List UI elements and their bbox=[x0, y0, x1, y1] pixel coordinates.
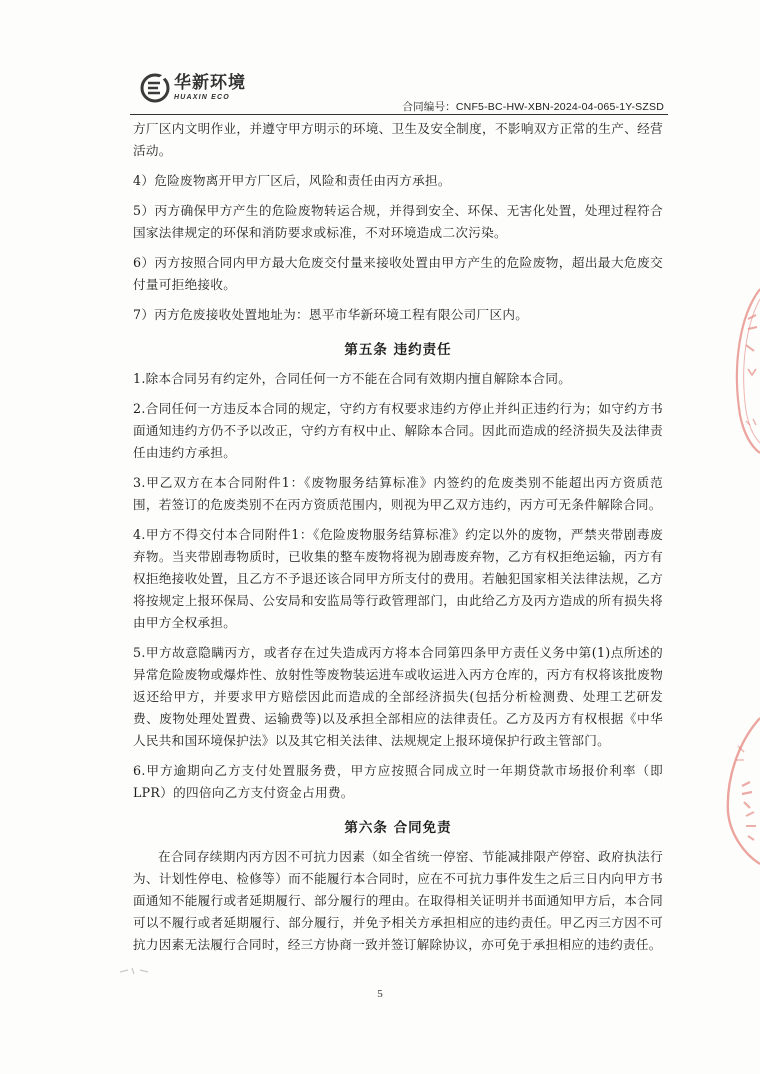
page-number: 5 bbox=[377, 988, 383, 1000]
contract-number: 合同编号：CNF5-BC-HW-XBN-2024-04-065-1Y-SZSD bbox=[402, 101, 664, 113]
section-5-item-4: 4.甲方不得交付本合同附件1：《危险废物服务结算标准》约定以外的废物，严禁夹带剧毒废弃物。当夹带剧毒物质时，已收集的整车废物将视为剧毒废弃物，乙方有权拒绝运输，丙方有权拒绝接收处置，且乙方不予退还该合同甲方所支付的费用。若触犯国家相关法律法规，乙方将按规定上报环保局、公安局和安监局等行政管理部门，由此给乙方及丙方造成的所有损失将由甲方全权承担。 bbox=[133, 527, 663, 630]
header-divider bbox=[130, 114, 668, 115]
logo-chinese-text: 华新环境 bbox=[174, 73, 246, 93]
section-6-title: 第六条 合同免责 bbox=[344, 820, 452, 836]
section-6-text: 在合同存续期内丙方因不可抗力因素（如全省统一停窑、节能减排限产停窑、政府执法行为、计划性停电、检修等）而不能履行本合同时，应在不可抗力事件发生之后三日内向甲方书面通知不能履行或者延期履行、部分履行的理由。在取得相关证明并书面通知甲方后，本合同可以不履行或者延期履行、部分履行，并免予相关方承担相应的违约责任。甲乙丙三方因不可抗力因素无法履行合同时，经三方协商一致并签订解除协议，亦可免于承担相应的违约责任。 bbox=[133, 849, 663, 952]
red-seal-top-icon bbox=[726, 285, 760, 455]
huaxin-logo-icon bbox=[140, 73, 170, 103]
section-5-item-5: 5.甲方故意隐瞒丙方，或者存在过失造成丙方将本合同第四条甲方责任义务中第(1)点所述的异常危险废物或爆炸性、放射性等废物装运进车或收运进入丙方仓库的，丙方有权将该批废物返还给甲方，并要求甲方赔偿因此而造成的全部经济损失(包括分析检测费、处理工艺研发费、废物处理处置费、运输费等)以及承担全部相应的法律责任。乙方及丙方有权根据《中华人民共和国环境保护法》以及其它相关法律、法规规定上报环境保护行政主管部门。 bbox=[133, 645, 663, 748]
section-5-item-2: 2.合同任何一方违反本合同的规定，守约方有权要求违约方停止并纠正违约行为；如守约方书面通知违约方仍不予以改正，守约方有权中止、解除本合同。因此而造成的经济损失及法律责任由违约方承担。 bbox=[133, 401, 663, 460]
section-5-item-6: 6.甲方逾期向乙方支付处置服务费，甲方应按照合同成立时一年期贷款市场报价利率（即LPR）的四倍向乙方支付资金占用费。 bbox=[133, 763, 663, 800]
document-body bbox=[133, 118, 663, 964]
section-5-item-1: 1.除本合同另有约定外，合同任何一方不能在合同有效期内擅自解除本合同。 bbox=[133, 371, 572, 386]
section-5-title: 第五条 违约责任 bbox=[344, 342, 452, 358]
section-5-item-3: 3.甲乙双方在本合同附件1：《废物服务结算标准》内签约的危废类别不能超出丙方资质范围，若签订的危废类别不在丙方资质范围内，则视为甲乙双方违约，丙方可无条件解除合同。 bbox=[133, 475, 663, 512]
faint-mark-icon bbox=[118, 962, 158, 978]
company-logo bbox=[140, 72, 246, 104]
paragraph-continued: 方厂区内文明作业，并遵守甲方明示的环境、卫生及安全制度，不影响双方正常的生产、经营活动。 bbox=[133, 121, 663, 158]
logo-english-text: HUAXIN ECO bbox=[174, 94, 230, 101]
clause-6: 6）丙方按照合同内甲方最大危废交付量来接收处置由甲方产生的危险废物，超出最大危废交付量可拒绝接收。 bbox=[133, 255, 663, 292]
clause-5: 5）丙方确保甲方产生的危险废物转运合规，并得到安全、环保、无害化处置，处理过程符合国家法律规定的环保和消防要求或标准，不对环境造成二次污染。 bbox=[133, 203, 663, 240]
clause-4: 4）危险废物离开甲方厂区后，风险和责任由丙方承担。 bbox=[133, 173, 451, 188]
red-seal-bottom-icon bbox=[716, 716, 760, 866]
clause-7: 7）丙方危废接收处置地址为：恩平市华新环境工程有限公司厂区内。 bbox=[133, 307, 529, 322]
